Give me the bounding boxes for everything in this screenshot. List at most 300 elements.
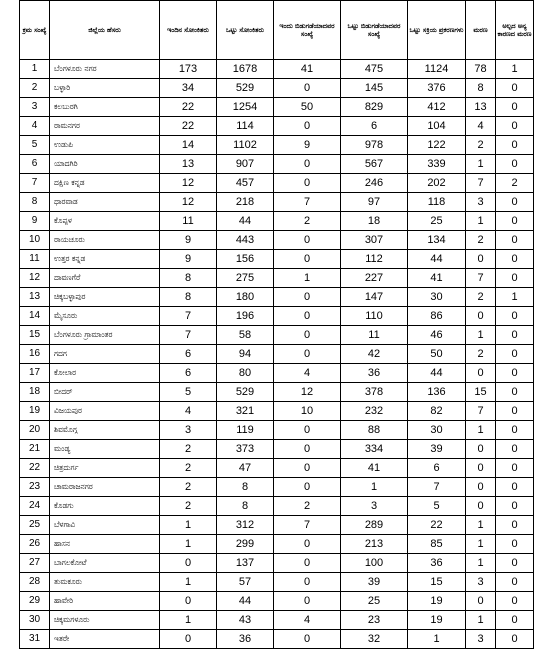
district-cell: ಕೊಡಗು [50,497,160,516]
district-cell: ದಾವಣಗೆರೆ [50,269,160,288]
total-discharged-cell: 110 [341,307,408,326]
table-row [20,174,534,193]
deaths-cell: 1 [466,421,496,440]
table-header [20,1,534,60]
active-cases-cell: 136 [408,383,466,402]
district-cell: ಬೆಳಗಾವಿ [50,516,160,535]
deaths-cell: 0 [466,440,496,459]
active-cases-cell: 85 [408,535,466,554]
total-discharged-cell: 246 [341,174,408,193]
total-discharged-cell: 3 [341,497,408,516]
sl-no-cell: 16 [20,345,50,364]
active-cases-cell: 86 [408,307,466,326]
other-deaths-cell: 0 [496,478,534,497]
active-cases-cell: 19 [408,592,466,611]
today-positive-cell: 6 [160,364,217,383]
today-positive-cell: 2 [160,478,217,497]
today-discharged-cell: 0 [274,307,341,326]
today-positive-cell: 3 [160,421,217,440]
today-positive-cell: 34 [160,79,217,98]
col-header-district: ಜಿಲ್ಲೆಯ ಹೆಸರು [50,1,160,60]
today-positive-cell: 5 [160,383,217,402]
total-positive-cell: 8 [217,497,274,516]
sl-no-cell: 6 [20,155,50,174]
total-positive-cell: 114 [217,117,274,136]
total-positive-cell: 156 [217,250,274,269]
total-positive-cell: 529 [217,79,274,98]
total-discharged-cell: 88 [341,421,408,440]
total-positive-cell: 137 [217,554,274,573]
table-row [20,630,534,649]
today-positive-cell: 0 [160,554,217,573]
total-positive-cell: 47 [217,459,274,478]
total-discharged-cell: 147 [341,288,408,307]
sl-no-cell: 10 [20,231,50,250]
district-cell: ಬೀದರ್ [50,383,160,402]
total-discharged-cell: 289 [341,516,408,535]
district-cell: ರಾಮನಗರ [50,117,160,136]
deaths-cell: 1 [466,212,496,231]
total-discharged-cell: 112 [341,250,408,269]
sl-no-cell: 26 [20,535,50,554]
today-positive-cell: 1 [160,516,217,535]
district-cell: ಹಾಸನ [50,535,160,554]
total-discharged-cell: 227 [341,269,408,288]
other-deaths-cell: 2 [496,174,534,193]
total-positive-cell: 1678 [217,60,274,79]
today-positive-cell: 1 [160,535,217,554]
district-cell: ಮಂಡ್ಯ [50,440,160,459]
today-positive-cell: 0 [160,630,217,649]
active-cases-cell: 30 [408,288,466,307]
today-positive-cell: 8 [160,288,217,307]
other-deaths-cell: 0 [496,611,534,630]
total-discharged-cell: 100 [341,554,408,573]
district-cell: ಬಾಗಲಕೋಟೆ [50,554,160,573]
today-discharged-cell: 0 [274,250,341,269]
deaths-cell: 1 [466,611,496,630]
today-positive-cell: 6 [160,345,217,364]
today-discharged-cell: 0 [274,592,341,611]
district-cell: ಗದಗ [50,345,160,364]
sl-no-cell: 14 [20,307,50,326]
today-discharged-cell: 0 [274,231,341,250]
other-deaths-cell: 0 [496,554,534,573]
today-positive-cell: 1 [160,573,217,592]
district-cell: ಇತರೇ [50,630,160,649]
sl-no-cell: 24 [20,497,50,516]
total-discharged-cell: 567 [341,155,408,174]
deaths-cell: 1 [466,326,496,345]
table-row [20,516,534,535]
district-cell: ಮೈಸೂರು [50,307,160,326]
col-header-today-discharged: ಇಂದು ಬಿಡುಗಡೆಯಾದವರ ಸಂಖ್ಯೆ [274,1,341,60]
active-cases-cell: 1 [408,630,466,649]
active-cases-cell: 134 [408,231,466,250]
active-cases-cell: 412 [408,98,466,117]
total-positive-cell: 1102 [217,136,274,155]
district-cell: ಚಿತ್ರದುರ್ಗ [50,459,160,478]
other-deaths-cell: 0 [496,440,534,459]
today-positive-cell: 2 [160,440,217,459]
table-row [20,79,534,98]
district-cell: ವಿಜಯಪುರ [50,402,160,421]
sl-no-cell: 5 [20,136,50,155]
today-discharged-cell: 7 [274,516,341,535]
table-row [20,269,534,288]
table-row [20,193,534,212]
active-cases-cell: 50 [408,345,466,364]
other-deaths-cell: 0 [496,117,534,136]
today-positive-cell: 173 [160,60,217,79]
active-cases-cell: 6 [408,459,466,478]
table-row [20,326,534,345]
today-positive-cell: 2 [160,459,217,478]
table-row [20,592,534,611]
district-cell: ಚಿಕ್ಕಮಗಳೂರು [50,611,160,630]
active-cases-cell: 5 [408,497,466,516]
table-row [20,440,534,459]
today-positive-cell: 7 [160,326,217,345]
total-positive-cell: 196 [217,307,274,326]
table-row [20,383,534,402]
deaths-cell: 2 [466,288,496,307]
active-cases-cell: 39 [408,440,466,459]
today-discharged-cell: 4 [274,611,341,630]
today-positive-cell: 7 [160,307,217,326]
sl-no-cell: 15 [20,326,50,345]
deaths-cell: 0 [466,250,496,269]
total-discharged-cell: 18 [341,212,408,231]
other-deaths-cell: 0 [496,535,534,554]
deaths-cell: 2 [466,231,496,250]
total-discharged-cell: 378 [341,383,408,402]
total-discharged-cell: 41 [341,459,408,478]
other-deaths-cell: 0 [496,212,534,231]
table-row [20,345,534,364]
active-cases-cell: 15 [408,573,466,592]
sl-no-cell: 8 [20,193,50,212]
deaths-cell: 2 [466,345,496,364]
deaths-cell: 0 [466,459,496,478]
other-deaths-cell: 0 [496,383,534,402]
today-discharged-cell: 4 [274,364,341,383]
today-positive-cell: 0 [160,592,217,611]
sl-no-cell: 3 [20,98,50,117]
today-discharged-cell: 0 [274,117,341,136]
total-discharged-cell: 978 [341,136,408,155]
deaths-cell: 1 [466,535,496,554]
other-deaths-cell: 0 [496,573,534,592]
total-discharged-cell: 829 [341,98,408,117]
col-header-total-discharged: ಒಟ್ಟು ಬಿಡುಗಡೆಯಾದವರ ಸಂಖ್ಯೆ [341,1,408,60]
total-discharged-cell: 42 [341,345,408,364]
deaths-cell: 3 [466,193,496,212]
sl-no-cell: 1 [20,60,50,79]
table-row [20,136,534,155]
total-positive-cell: 180 [217,288,274,307]
district-cell: ತುಮಕೂರು [50,573,160,592]
table-body [20,60,534,649]
total-positive-cell: 57 [217,573,274,592]
active-cases-cell: 122 [408,136,466,155]
total-positive-cell: 36 [217,630,274,649]
total-positive-cell: 8 [217,478,274,497]
sl-no-cell: 29 [20,592,50,611]
deaths-cell: 0 [466,497,496,516]
active-cases-cell: 376 [408,79,466,98]
today-discharged-cell: 0 [274,174,341,193]
sl-no-cell: 27 [20,554,50,573]
sl-no-cell: 30 [20,611,50,630]
table-row [20,288,534,307]
sl-no-cell: 7 [20,174,50,193]
today-discharged-cell: 12 [274,383,341,402]
district-cell: ಕೋಲಾರ [50,364,160,383]
total-positive-cell: 373 [217,440,274,459]
today-discharged-cell: 41 [274,60,341,79]
today-discharged-cell: 0 [274,421,341,440]
district-cell: ರಾಯಚೂರು [50,231,160,250]
col-header-active-cases: ಒಟ್ಟು ಸಕ್ರಿಯ ಪ್ರಕರಣಗಳು [408,1,466,60]
district-cell: ಉತ್ತರ ಕನ್ನಡ [50,250,160,269]
sl-no-cell: 31 [20,630,50,649]
total-positive-cell: 119 [217,421,274,440]
active-cases-cell: 30 [408,421,466,440]
today-positive-cell: 22 [160,117,217,136]
active-cases-cell: 1124 [408,60,466,79]
today-discharged-cell: 0 [274,459,341,478]
active-cases-cell: 22 [408,516,466,535]
today-discharged-cell: 7 [274,193,341,212]
col-header-sl-no: ಕ್ರಮ ಸಂಖ್ಯೆ [20,1,50,60]
table-row [20,459,534,478]
total-positive-cell: 312 [217,516,274,535]
col-header-other-deaths: ಅಲ್ಪದ ಅನ್ಯ ಕಾರಣದ ಮರಣ [496,1,534,60]
district-cell: ಕೊಪ್ಪಳ [50,212,160,231]
total-discharged-cell: 145 [341,79,408,98]
other-deaths-cell: 0 [496,79,534,98]
district-cell: ಚಿಕ್ಕಬಳ್ಳಾಪುರ [50,288,160,307]
deaths-cell: 7 [466,402,496,421]
other-deaths-cell: 0 [496,136,534,155]
other-deaths-cell: 0 [496,364,534,383]
district-cell: ಬೆಂಗಳೂರು ಗ್ರಾಮಾಂತರ [50,326,160,345]
other-deaths-cell: 0 [496,459,534,478]
sl-no-cell: 11 [20,250,50,269]
today-discharged-cell: 0 [274,554,341,573]
other-deaths-cell: 0 [496,345,534,364]
today-discharged-cell: 50 [274,98,341,117]
sl-no-cell: 12 [20,269,50,288]
total-positive-cell: 1254 [217,98,274,117]
total-discharged-cell: 97 [341,193,408,212]
active-cases-cell: 104 [408,117,466,136]
deaths-cell: 8 [466,79,496,98]
deaths-cell: 7 [466,174,496,193]
other-deaths-cell: 0 [496,326,534,345]
other-deaths-cell: 1 [496,60,534,79]
today-discharged-cell: 0 [274,478,341,497]
today-positive-cell: 1 [160,611,217,630]
deaths-cell: 3 [466,630,496,649]
sl-no-cell: 23 [20,478,50,497]
table-row [20,60,534,79]
covid-district-table [19,0,534,649]
deaths-cell: 0 [466,592,496,611]
total-positive-cell: 443 [217,231,274,250]
today-discharged-cell: 10 [274,402,341,421]
total-positive-cell: 218 [217,193,274,212]
district-cell: ಹಾವೇರಿ [50,592,160,611]
today-positive-cell: 22 [160,98,217,117]
total-discharged-cell: 1 [341,478,408,497]
deaths-cell: 1 [466,155,496,174]
total-discharged-cell: 6 [341,117,408,136]
sl-no-cell: 13 [20,288,50,307]
table-row [20,117,534,136]
today-discharged-cell: 2 [274,212,341,231]
other-deaths-cell: 0 [496,98,534,117]
other-deaths-cell: 0 [496,269,534,288]
deaths-cell: 1 [466,554,496,573]
other-deaths-cell: 0 [496,630,534,649]
today-discharged-cell: 2 [274,497,341,516]
district-cell: ಶಿವಮೊಗ್ಗ [50,421,160,440]
deaths-cell: 1 [466,516,496,535]
total-discharged-cell: 475 [341,60,408,79]
active-cases-cell: 25 [408,212,466,231]
district-table-page [19,0,533,649]
table-row [20,554,534,573]
today-positive-cell: 12 [160,193,217,212]
total-discharged-cell: 213 [341,535,408,554]
sl-no-cell: 21 [20,440,50,459]
table-row [20,478,534,497]
sl-no-cell: 20 [20,421,50,440]
total-discharged-cell: 232 [341,402,408,421]
sl-no-cell: 4 [20,117,50,136]
total-positive-cell: 44 [217,592,274,611]
total-positive-cell: 44 [217,212,274,231]
sl-no-cell: 25 [20,516,50,535]
deaths-cell: 7 [466,269,496,288]
sl-no-cell: 22 [20,459,50,478]
table-row [20,421,534,440]
deaths-cell: 78 [466,60,496,79]
active-cases-cell: 339 [408,155,466,174]
total-positive-cell: 275 [217,269,274,288]
today-discharged-cell: 0 [274,630,341,649]
district-cell: ಯಾದಗಿರಿ [50,155,160,174]
total-positive-cell: 299 [217,535,274,554]
active-cases-cell: 7 [408,478,466,497]
total-positive-cell: 58 [217,326,274,345]
table-row [20,611,534,630]
total-discharged-cell: 11 [341,326,408,345]
active-cases-cell: 46 [408,326,466,345]
deaths-cell: 13 [466,98,496,117]
col-header-today-positive: ಇಂದಿನ ಸೋಂಕಿತರು [160,1,217,60]
today-discharged-cell: 0 [274,573,341,592]
deaths-cell: 0 [466,364,496,383]
district-cell: ಬೆಂಗಳೂರು ನಗರ [50,60,160,79]
today-positive-cell: 2 [160,497,217,516]
other-deaths-cell: 0 [496,592,534,611]
other-deaths-cell: 0 [496,497,534,516]
today-discharged-cell: 9 [274,136,341,155]
active-cases-cell: 41 [408,269,466,288]
table-row [20,155,534,174]
col-header-total-positive: ಒಟ್ಟು ಸೋಂಕಿತರು [217,1,274,60]
col-header-deaths: ಮರಣ [466,1,496,60]
sl-no-cell: 9 [20,212,50,231]
today-discharged-cell: 0 [274,288,341,307]
total-positive-cell: 94 [217,345,274,364]
table-row [20,231,534,250]
active-cases-cell: 44 [408,364,466,383]
table-row [20,307,534,326]
today-discharged-cell: 0 [274,345,341,364]
other-deaths-cell: 0 [496,421,534,440]
today-positive-cell: 14 [160,136,217,155]
deaths-cell: 3 [466,573,496,592]
table-row [20,497,534,516]
today-discharged-cell: 1 [274,269,341,288]
table-row [20,402,534,421]
today-discharged-cell: 0 [274,155,341,174]
today-positive-cell: 8 [160,269,217,288]
active-cases-cell: 202 [408,174,466,193]
today-positive-cell: 4 [160,402,217,421]
other-deaths-cell: 1 [496,288,534,307]
district-cell: ಉಡುಪಿ [50,136,160,155]
deaths-cell: 2 [466,136,496,155]
total-positive-cell: 80 [217,364,274,383]
today-discharged-cell: 0 [274,79,341,98]
today-positive-cell: 11 [160,212,217,231]
table-row [20,98,534,117]
sl-no-cell: 17 [20,364,50,383]
today-positive-cell: 12 [160,174,217,193]
total-positive-cell: 321 [217,402,274,421]
district-cell: ಚಾಮರಾಜನಗರ [50,478,160,497]
active-cases-cell: 19 [408,611,466,630]
total-discharged-cell: 39 [341,573,408,592]
deaths-cell: 4 [466,117,496,136]
today-discharged-cell: 0 [274,326,341,345]
active-cases-cell: 118 [408,193,466,212]
deaths-cell: 15 [466,383,496,402]
total-positive-cell: 529 [217,383,274,402]
today-discharged-cell: 0 [274,440,341,459]
total-positive-cell: 907 [217,155,274,174]
sl-no-cell: 19 [20,402,50,421]
today-positive-cell: 9 [160,250,217,269]
total-discharged-cell: 32 [341,630,408,649]
sl-no-cell: 2 [20,79,50,98]
district-cell: ಧಾರವಾಡ [50,193,160,212]
district-cell: ಕಲಬುರಗಿ [50,98,160,117]
active-cases-cell: 82 [408,402,466,421]
other-deaths-cell: 0 [496,231,534,250]
header-row [20,1,534,60]
deaths-cell: 0 [466,478,496,497]
table-row [20,250,534,269]
deaths-cell: 0 [466,307,496,326]
other-deaths-cell: 0 [496,516,534,535]
active-cases-cell: 44 [408,250,466,269]
